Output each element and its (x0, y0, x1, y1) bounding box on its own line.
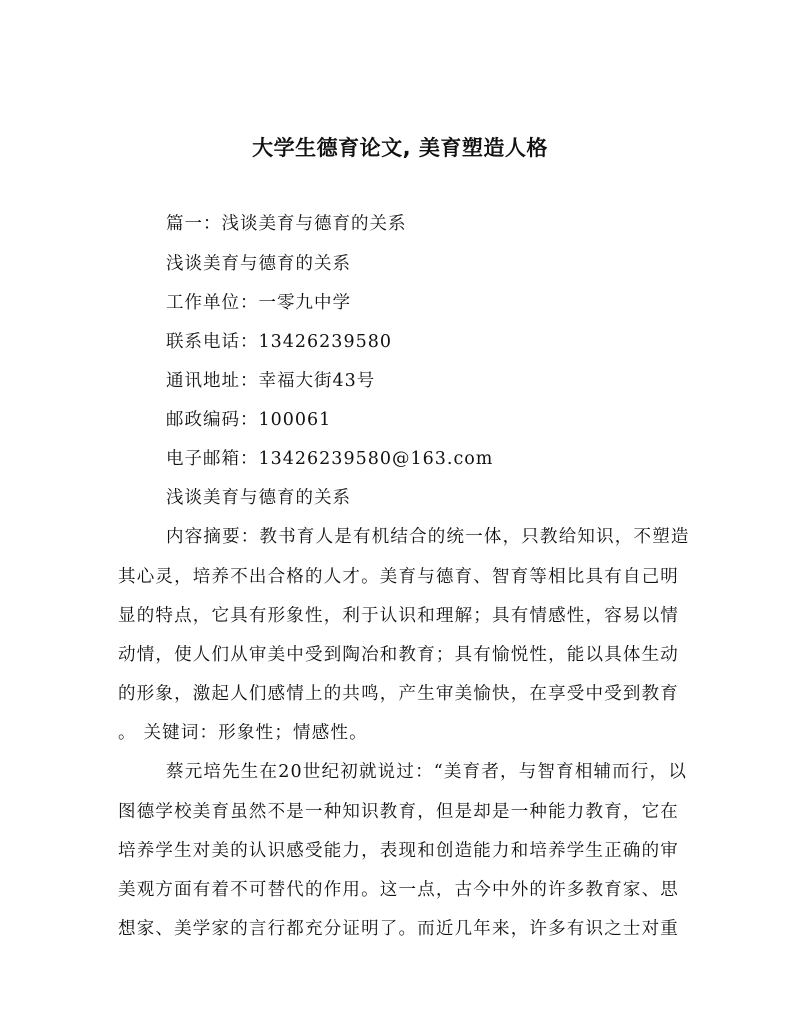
abstract-line: 的形象，激起人们感情上的共鸣，产生审美愉快，在享受中受到教育 (118, 684, 679, 704)
abstract-line: 动情，使人们从审美中受到陶冶和教育；具有愉悦性，能以具体生动 (118, 645, 679, 665)
body-line: 蔡元培先生在20世纪初就说过：“美育者，与智育相辅而行，以 (166, 762, 688, 782)
abstract-line: 其心灵，培养不出合格的人才。美育与德育、智育等相比具有自己明 (118, 567, 679, 587)
document-title: 大学生德育论文, 美育塑造人格 (252, 136, 548, 160)
article-title: 浅谈美育与德育的关系 (166, 254, 351, 274)
postal-code: 邮政编码：100061 (166, 410, 332, 430)
section-heading: 篇一：浅谈美育与德育的关系 (166, 214, 407, 234)
email: 电子邮箱：13426239580@163.com (166, 449, 494, 469)
work-unit: 工作单位：一零九中学 (166, 293, 351, 313)
address: 通讯地址：幸福大街43号 (166, 371, 376, 391)
body-line: 美观方面有着不可替代的作用。这一点，古今中外的许多教育家、思 (118, 880, 679, 900)
abstract-line: 显的特点，它具有形象性，利于认识和理解；具有情感性，容易以情 (118, 606, 679, 626)
article-title-repeat: 浅谈美育与德育的关系 (166, 488, 351, 508)
phone: 联系电话：13426239580 (166, 332, 392, 352)
abstract-line: 内容摘要：教书育人是有机结合的统一体，只教给知识，不塑造 (166, 527, 690, 547)
body-line: 培养学生对美的认识感受能力，表现和创造能力和培养学生正确的审 (118, 841, 679, 861)
body-line: 图德学校美育虽然不是一种知识教育，但是却是一种能力教育，它在 (118, 802, 679, 822)
keywords-line: 。 关键词：形象性；情感性。 (118, 723, 368, 743)
body-line: 想家、美学家的言行都充分证明了。而近几年来，许多有识之士对重 (118, 919, 679, 939)
